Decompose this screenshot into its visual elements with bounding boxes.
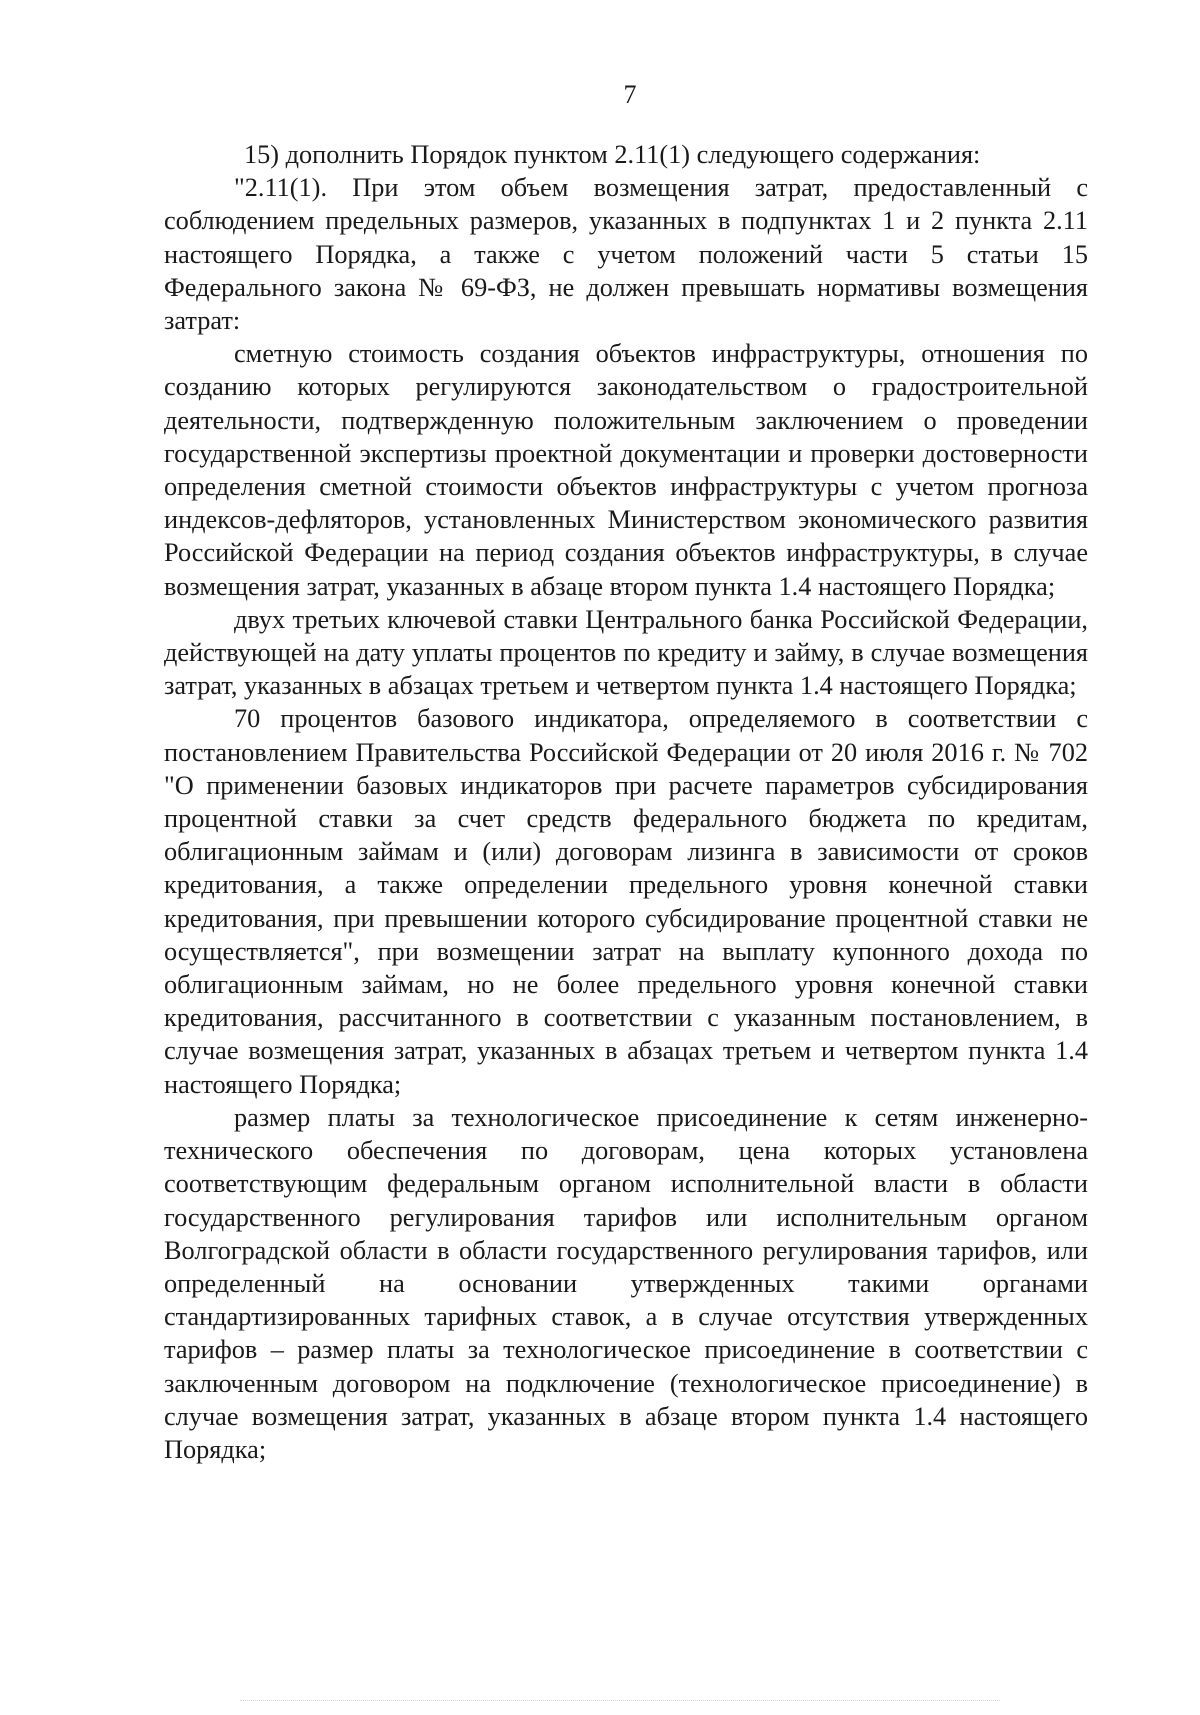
paragraph-clause-2-11-1: "2.11(1). При этом объем возмещения затрат, предоставленный с соблюдением предельных размеров, указанных в подпунктах 1 и 2 пункта 2.11 настоящего Порядка, а также с учетом положений части 5 статьи 15 Федерального закона № 69-ФЗ, не должен превышать нормативы возмещения затрат: xyxy=(164,173,1088,336)
page-number: 7 xyxy=(623,80,637,109)
paragraph-key-rate: двух третьих ключевой ставки Центрального банка Российской Федерации, действующей на дату уплаты процентов по кредиту и займу, в случае возмещения затрат, указанных в абзацах третьем и четвертом пункта 1.4 настоящего Порядка; xyxy=(164,604,1088,701)
document-body xyxy=(164,138,1088,1466)
paragraph-amendment-item: 15) дополнить Порядок пунктом 2.11(1) следующего содержания: xyxy=(244,140,981,169)
paragraph-connection-fee: размер платы за технологическое присоединение к сетям инженерно-технического обеспечения по договорам, цена которых установлена соответствующим федеральным органом исполнительной власти в области государственного регулирования тарифов или исполнительным органом Волгоградской области в области государственного регулирования тарифов, или определенный на основании утвержденных такими органами стандартизированных тарифных ставок, а в случае отсутствия утвержденных тарифов – размер платы за технологическое присоединение в соответствии с заключенным договором на подключение (технологическое присоединение) в случае возмещения затрат, указанных в абзаце втором пункта 1.4 настоящего Порядка; xyxy=(164,1102,1088,1464)
scan-edge-artifact xyxy=(240,1700,1000,1703)
paragraph-estimated-cost: сметную стоимость создания объектов инфраструктуры, отношения по созданию которых регулируются законодательством о градостроительной деятельности, подтвержденную положительным заключением о проведении государственной экспертизы проектной документации и проверки достоверности определения сметной стоимости объектов инфраструктуры с учетом прогноза индексов-дефляторов, установленных Министерством экономического развития Российской Федерации на период создания объектов инфраструктуры, в случае возмещения затрат, указанных в абзаце втором пункта 1.4 настоящего Порядка; xyxy=(164,339,1088,601)
paragraph-base-indicator: 70 процентов базового индикатора, определяемого в соответствии с постановлением Правительства Российской Федерации от 20 июля 2016 г. № 702 "О применении базовых индикаторов при расчете параметров субсидирования процентной ставки за счет средств федерального бюджета по кредитам, облигационным займам и (или) договорам лизинга в зависимости от сроков кредитования, а также определении предельного уровня конечной ставки кредитования, при превышении которого субсидирование процентной ставки не осуществляется", при возмещении затрат на выплату купонного дохода по облигационным займам, но не более предельного уровня конечной ставки кредитования, рассчитанного в соответствии с указанным постановлением, в случае возмещения затрат, указанных в абзацах третьем и четвертом пункта 1.4 настоящего Порядка; xyxy=(164,704,1088,1099)
